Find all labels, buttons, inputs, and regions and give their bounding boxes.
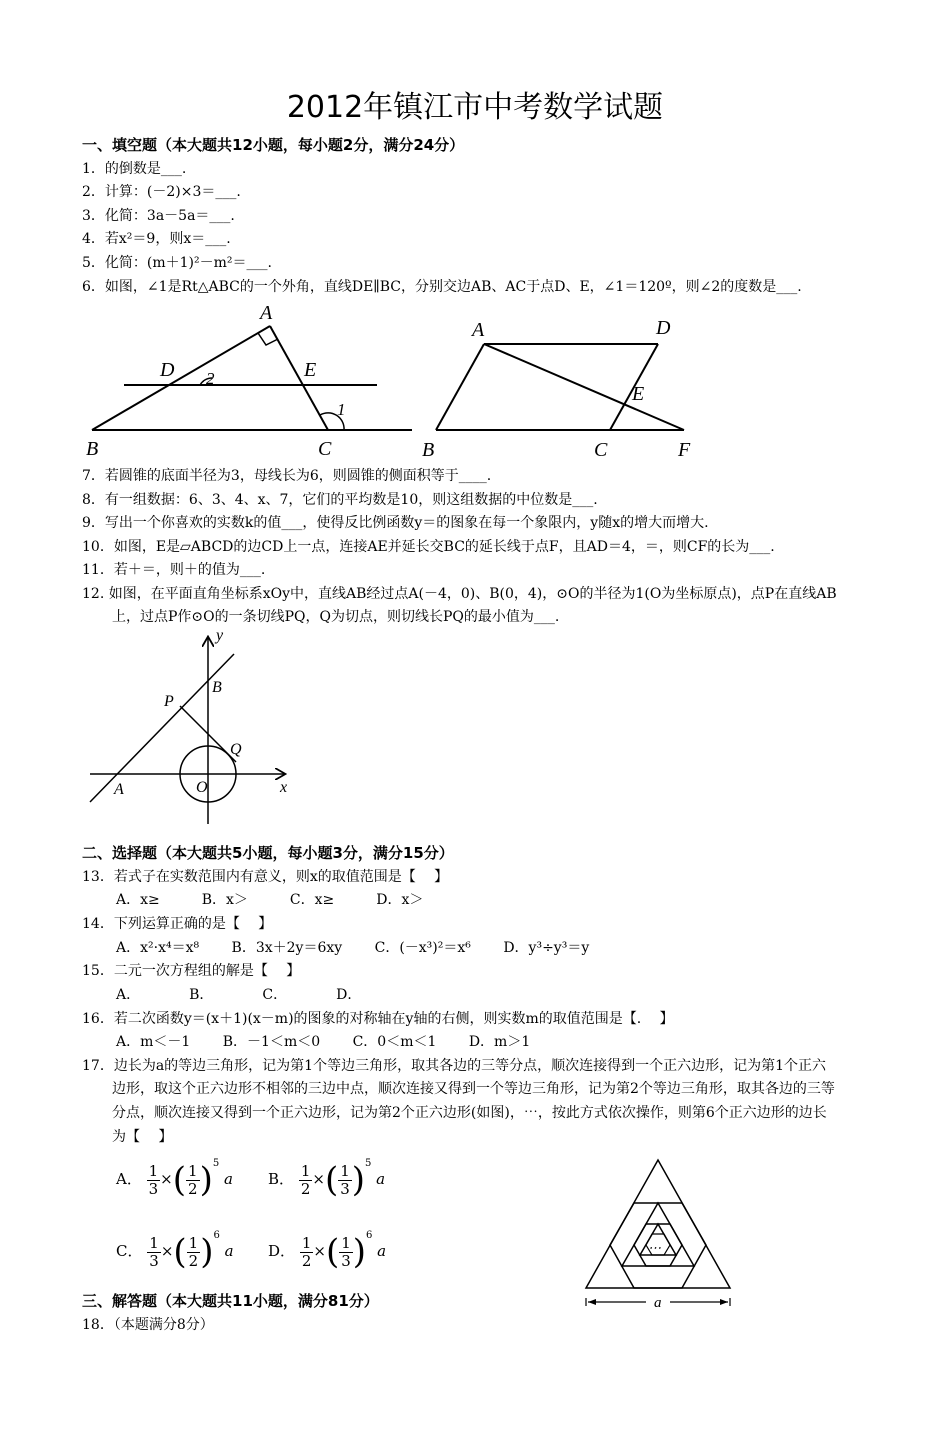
section-heading-solve: 三、解答题（本大题共11小题，满分81分） xyxy=(82,1292,379,1310)
question-1: 1．的倒数是___. xyxy=(82,161,187,177)
option-label: A． xyxy=(116,1170,142,1188)
label-D: D xyxy=(160,359,175,381)
fraction-denominator: 2 xyxy=(188,1179,198,1198)
fraction xyxy=(186,1163,200,1198)
question-14: 14．下列运算正确的是【 】 xyxy=(82,916,273,932)
question-14-options: A．x²·x⁴＝x⁸ B．3x＋2y＝6xy C．(－x³)²＝x⁶ D．y³÷y³＝y xyxy=(116,940,590,956)
question-11: 11．若＋＝，则＋的值为___. xyxy=(82,562,266,578)
question-4: 4．若x²＝9，则x＝___. xyxy=(82,231,231,247)
variable: a xyxy=(223,1170,233,1188)
exponent: 6 xyxy=(366,1230,373,1241)
question-16-options: A．m＜－1 B．－1＜m＜0 C．0＜m＜1 D．m＞1 xyxy=(116,1034,531,1050)
fraction xyxy=(338,1163,352,1198)
fraction-denominator: 2 xyxy=(301,1251,312,1270)
label-a: a xyxy=(654,1295,662,1311)
fraction-denominator: 3 xyxy=(148,1179,159,1198)
question-13-options: A．x≥ B．x＞ C．x≥ D．x＞ xyxy=(116,892,424,908)
question-6: 6．如图，∠1是Rt△ABC的一个外角，直线DE∥BC，分别交边AB、AC于点D、E，∠1＝120º，则∠2的度数是___. xyxy=(82,279,802,295)
question-12-line2: 上，过点P作⊙O的一条切线PQ，Q为切点，则切线长PQ的最小值为___. xyxy=(112,609,560,625)
fraction-denominator: 3 xyxy=(149,1251,159,1270)
label-B: B xyxy=(422,439,435,461)
label-P: P xyxy=(164,693,174,710)
question-16: 16．若二次函数y＝(x＋1)(x－m)的图象的对称轴在y轴的右侧，则实数m的取值范围是【. 】 xyxy=(82,1011,674,1027)
page-title: 2012年镇江市中考数学试题 xyxy=(286,90,664,125)
label-E: E xyxy=(632,383,645,405)
question-3: 3．化简：3a－5a＝___. xyxy=(82,208,235,224)
section-heading-multiple-choice: 二、选择题（本大题共5小题，每小题3分，满分15分） xyxy=(82,844,454,862)
label-A: A xyxy=(260,302,273,324)
fraction-denominator: 2 xyxy=(300,1179,311,1198)
figure-q12-coordinate xyxy=(84,628,304,828)
figure-q10-parallelogram xyxy=(418,310,708,462)
label-angle-1: 1 xyxy=(337,400,346,419)
question-7: 7．若圆锥的底面半径为3，母线长为6，则圆锥的侧面积等于____. xyxy=(82,468,492,484)
label-C: C xyxy=(594,439,608,461)
fraction-numerator: 1 xyxy=(340,1161,350,1180)
label-A: A xyxy=(114,781,124,798)
option-label: C． xyxy=(116,1242,143,1260)
label-F: F xyxy=(678,439,691,461)
label-x: x xyxy=(280,779,288,796)
question-17-line2: 边形，取这个正六边形不相邻的三边中点，顺次连接又得到一个等边三角形，记为第2个等边三角形，取其各边的三等 xyxy=(112,1081,835,1097)
q17-option-d: D． $\frac{1}{2}$ ×( $\frac{1}{3}$ )$^6$ a xyxy=(268,1230,387,1272)
label-C: C xyxy=(318,438,332,460)
fraction xyxy=(339,1235,353,1270)
question-15: 15．二元一次方程组的解是【 】 xyxy=(82,963,301,979)
question-17-line1: 17．边长为a的等边三角形，记为第1个等边三角形，取其各边的三等分点，顺次连接得到一个正六边形，记为第1个正六 xyxy=(82,1058,826,1074)
variable: a xyxy=(224,1242,234,1260)
fraction-numerator: 1 xyxy=(300,1161,311,1180)
section-heading-fill-blank: 一、填空题（本大题共12小题，每小题2分，满分24分） xyxy=(82,136,465,154)
exponent: 5 xyxy=(365,1158,372,1169)
figure-q6-triangle xyxy=(82,302,422,462)
fraction xyxy=(299,1163,313,1198)
question-13: 13．若式子在实数范围内有意义，则x的取值范围是【 】 xyxy=(82,869,449,885)
option-label: B． xyxy=(268,1170,295,1188)
label-Q: Q xyxy=(230,741,242,758)
q17-option-c: C． $\frac{1}{3}$ ×( $\frac{1}{2}$ )$^6$ a xyxy=(116,1230,234,1272)
label-D: D xyxy=(656,317,671,339)
variable: a xyxy=(377,1242,387,1260)
question-12-line1: 12. 如图，在平面直角坐标系xOy中，直线AB经过点A(－4，0)、B(0，4)，⊙O的半径为1(O为坐标原点)，点P在直线AB xyxy=(82,586,837,602)
exponent: 6 xyxy=(213,1230,220,1241)
question-2: 2．计算：(－2)×3＝___. xyxy=(82,184,241,200)
q17-option-b: B． $\frac{1}{2}$ ×( $\frac{1}{3}$ )$^5$ a xyxy=(268,1158,386,1200)
q17-option-a: A． $\frac{1}{3}$ ×( $\frac{1}{2}$ )$^5$ a xyxy=(116,1158,233,1200)
fraction xyxy=(147,1235,161,1270)
question-15-options: A． B． C． D． xyxy=(116,987,362,1003)
fraction xyxy=(147,1163,161,1198)
label-O: O xyxy=(196,779,208,796)
fraction xyxy=(187,1235,201,1270)
fraction-numerator: 1 xyxy=(149,1233,159,1252)
label-B: B xyxy=(212,679,222,696)
question-5: 5．化简：(m＋1)²－m²＝___. xyxy=(82,255,272,271)
fraction-numerator: 1 xyxy=(188,1161,198,1180)
fraction-numerator: 1 xyxy=(301,1233,312,1252)
question-17-line4: 为【 】 xyxy=(112,1129,173,1145)
label-angle-2: 2 xyxy=(206,369,215,388)
figure-q17-nested-triangles xyxy=(578,1152,748,1317)
fraction-denominator: 3 xyxy=(340,1179,350,1198)
fraction-denominator: 2 xyxy=(188,1251,199,1270)
fraction-numerator: 1 xyxy=(148,1161,159,1180)
question-17-line3: 分点，顺次连接又得到一个正六边形，记为第2个正六边形(如图)，⋯，按此方式依次操作，则第6个正六边形的边长 xyxy=(112,1105,827,1121)
label-E: E xyxy=(304,359,317,381)
label-B: B xyxy=(86,438,99,460)
dots: ⋯ xyxy=(648,1240,661,1255)
question-8: 8．有一组数据：6、3、4、x、7，它们的平均数是10，则这组数据的中位数是___. xyxy=(82,492,598,508)
variable: a xyxy=(376,1170,386,1188)
fraction xyxy=(300,1235,314,1270)
question-18: 18．（本题满分8分） xyxy=(82,1317,214,1333)
label-y: y xyxy=(216,628,224,644)
fraction-denominator: 3 xyxy=(341,1251,351,1270)
exponent: 5 xyxy=(212,1158,220,1169)
question-10: 10．如图，E是▱ABCD的边CD上一点，连接AE并延长交BC的延长线于点F，且AD＝4，＝，则CF的长为___. xyxy=(82,539,775,555)
question-9: 9．写出一个你喜欢的实数k的值___，使得反比例函数y＝的图象在每一个象限内，y随x的增大而增大. xyxy=(82,515,709,531)
label-A: A xyxy=(472,319,485,341)
fraction-numerator: 1 xyxy=(341,1233,351,1252)
fraction-numerator: 1 xyxy=(188,1233,199,1252)
option-label: D． xyxy=(268,1242,296,1260)
